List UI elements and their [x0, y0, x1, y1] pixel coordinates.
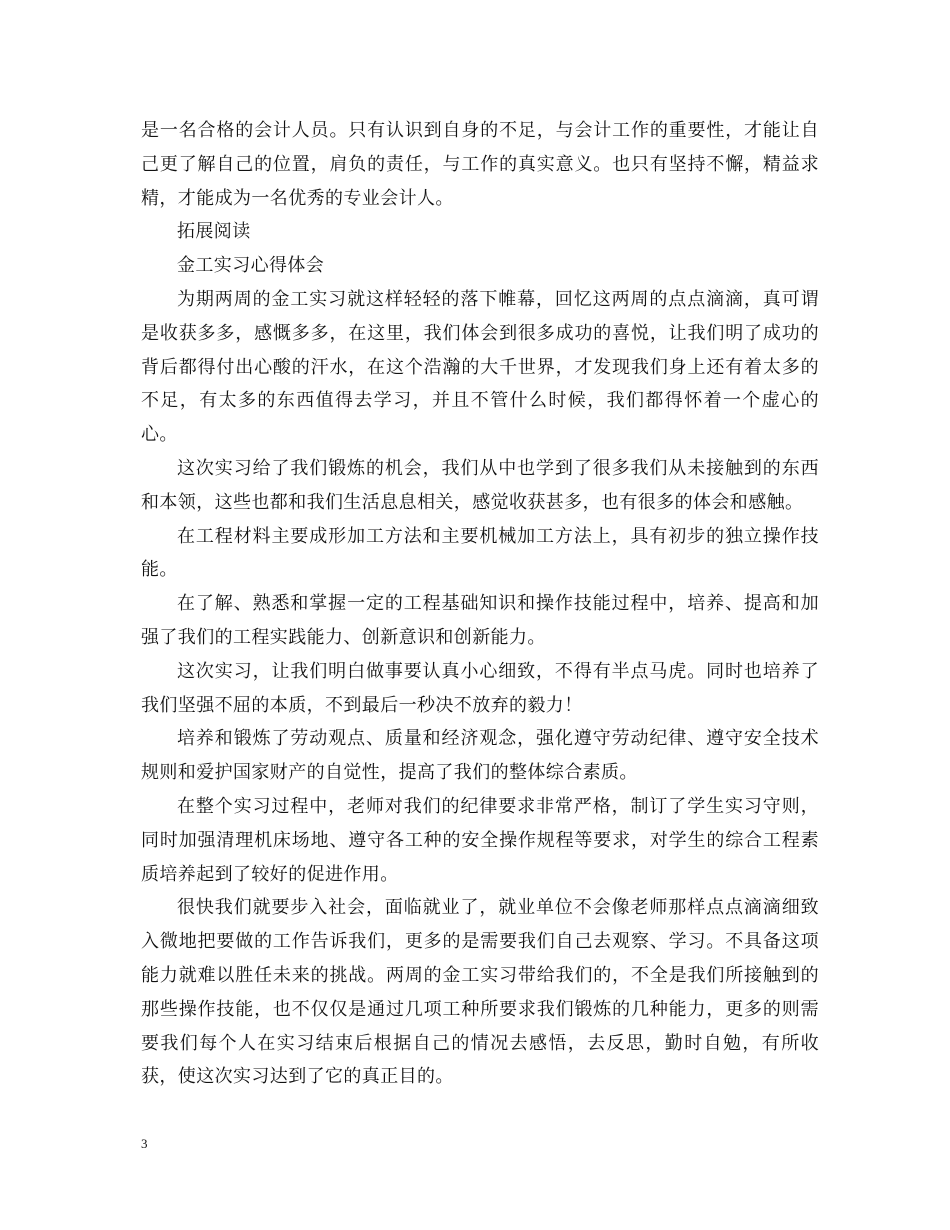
paragraph: 在工程材料主要成形加工方法和主要机械加工方法上，具有初步的独立操作技能。	[141, 525, 819, 581]
paragraph: 培养和锻炼了劳动观点、质量和经济观念，强化遵守劳动纪律、遵守安全技术规则和爱护国家财产的自觉性，提高了我们的整体综合素质。	[141, 728, 819, 784]
paragraph: 这次实习给了我们锻炼的机会，我们从中也学到了很多我们从未接触到的东西和本领，这些也都和我们生活息息相关，感觉收获甚多，也有很多的体会和感触。	[141, 457, 819, 513]
page-number: 3	[141, 1136, 148, 1151]
article-title: 金工实习心得体会	[177, 255, 325, 277]
paragraph: 很快我们就要步入社会，面临就业了，就业单位不会像老师那样点点滴滴细致入微地把要做的工作告诉我们，更多的是需要我们自己去观察、学习。不具备这项能力就难以胜任未来的挑战。两周的金工实习带给我们的，不全是我们所接触到的那些操作技能，也不仅仅是通过几项工种所要求我们锻炼的几种能力，更多的则需要我们每个人在实习结束后根据自己的情况去感悟，去反思，勤时自勉，有所收获，使这次实习达到了它的真正目的。	[141, 897, 819, 1088]
document-body	[141, 114, 819, 1094]
extended-reading-heading: 拓展阅读	[177, 221, 251, 243]
paragraph: 在了解、熟悉和掌握一定的工程基础知识和操作技能过程中，培养、提高和加强了我们的工程实践能力、创新意识和创新能力。	[141, 593, 819, 648]
paragraph: 这次实习，让我们明白做事要认真小心细致，不得有半点马虎。同时也培养了我们坚强不屈的本质，不到最后一秒决不放弃的毅力！	[141, 660, 819, 716]
paragraph-continuation: 是一名合格的会计人员。只有认识到自身的不足，与会计工作的重要性，才能让自己更了解自己的位置，肩负的责任，与工作的真实意义。也只有坚持不懈，精益求精，才能成为一名优秀的专业会计人。	[141, 120, 819, 209]
paragraph: 在整个实习过程中，老师对我们的纪律要求非常严格，制订了学生实习守则，同时加强清理机床场地、遵守各工种的安全操作规程等要求，对学生的综合工程素质培养起到了较好的促进作用。	[141, 795, 819, 885]
paragraph: 为期两周的金工实习就这样轻轻的落下帷幕，回忆这两周的点点滴滴，真可谓是收获多多，感慨多多，在这里，我们体会到很多成功的喜悦，让我们明了成功的背后都得付出心酸的汗水，在这个浩瀚的大千世界，才发现我们身上还有着太多的不足，有太多的东西值得去学习，并且不管什么时候，我们都得怀着一个虚心的心。	[141, 288, 819, 446]
